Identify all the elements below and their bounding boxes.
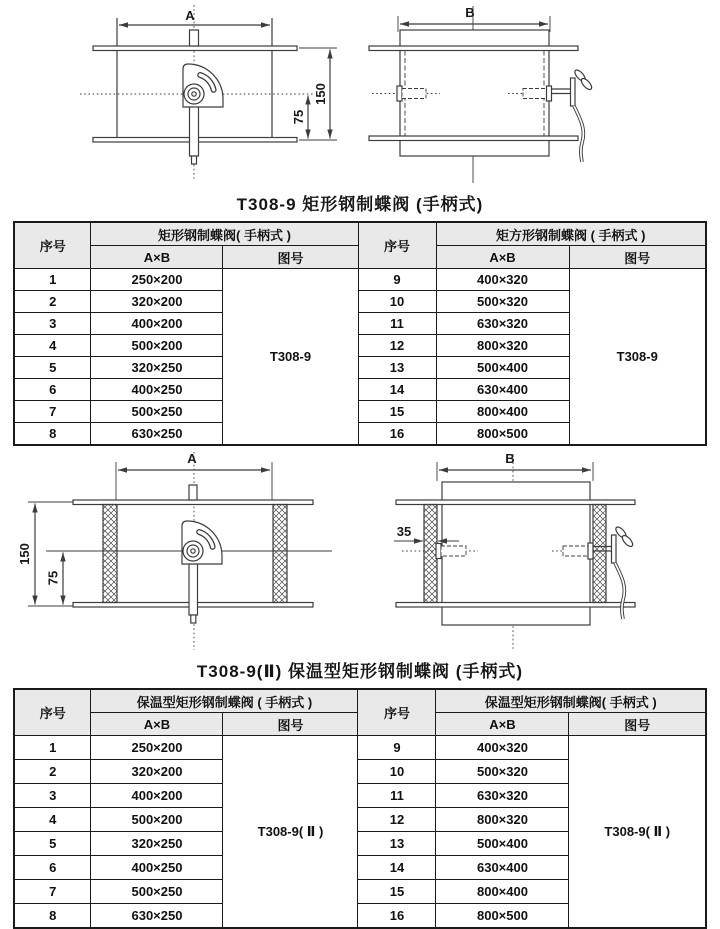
column-header-figure: 图号 xyxy=(569,713,706,736)
seq-cell: 9 xyxy=(358,736,436,760)
size-cell: 630×250 xyxy=(91,423,223,446)
dim-150-label: 150 xyxy=(17,543,32,565)
seq-cell: 4 xyxy=(14,335,91,357)
column-header-figure: 图号 xyxy=(569,246,706,269)
axle-right xyxy=(547,86,552,101)
size-cell: 320×250 xyxy=(91,357,223,379)
column-header-size: A×B xyxy=(91,713,223,736)
top-drawings-row xyxy=(0,3,720,188)
dim-b-label: B xyxy=(505,451,515,466)
figure-no-cell: T308-9 xyxy=(223,269,358,446)
flange-bottom xyxy=(396,603,635,608)
insulation-hatch-right xyxy=(273,505,287,603)
table-row xyxy=(14,736,706,760)
spec-table-1 xyxy=(13,221,707,446)
dim-35-label: 35 xyxy=(396,524,412,539)
column-header-seq: 序号 xyxy=(358,222,436,269)
size-cell: 500×320 xyxy=(436,291,569,313)
seq-cell: 12 xyxy=(358,808,436,832)
size-cell: 320×200 xyxy=(91,760,223,784)
seq-cell: 11 xyxy=(358,784,436,808)
valve-stem xyxy=(190,30,199,46)
insulation-hatch-left xyxy=(424,505,437,603)
size-cell: 500×200 xyxy=(91,335,223,357)
size-cell: 400×250 xyxy=(91,379,223,401)
seq-cell: 6 xyxy=(14,379,91,401)
flange-top xyxy=(93,46,297,51)
seq-cell: 13 xyxy=(358,357,436,379)
column-header-seq: 序号 xyxy=(14,222,91,269)
seq-cell: 12 xyxy=(358,335,436,357)
size-cell: 500×400 xyxy=(436,357,569,379)
seq-cell: 10 xyxy=(358,760,436,784)
size-cell: 400×200 xyxy=(91,313,223,335)
figure-no-cell: T308-9( Ⅱ ) xyxy=(223,736,358,929)
seq-cell: 11 xyxy=(358,313,436,335)
seq-cell: 14 xyxy=(358,856,436,880)
seq-cell: 15 xyxy=(358,880,436,904)
size-cell: 800×400 xyxy=(436,401,569,423)
dim-150-label: 150 xyxy=(313,83,328,105)
dim-75-label: 75 xyxy=(45,570,61,586)
middle-drawings-row xyxy=(0,450,720,655)
size-cell: 400×320 xyxy=(436,269,569,291)
seq-cell: 4 xyxy=(14,808,91,832)
header-row xyxy=(14,689,706,713)
valve-stem xyxy=(189,485,197,500)
size-cell: 400×200 xyxy=(91,784,223,808)
section1-title: T308-9 矩形钢制蝶阀 (手柄式) xyxy=(236,195,484,214)
wing-nut-icon xyxy=(614,525,634,548)
seq-cell: 15 xyxy=(358,401,436,423)
seq-cell: 1 xyxy=(14,269,91,291)
size-cell: 400×250 xyxy=(91,856,223,880)
seq-cell: 3 xyxy=(14,784,91,808)
dim-a-label: A xyxy=(187,451,197,466)
wing-nut-icon xyxy=(573,68,593,91)
valve-handle xyxy=(182,521,222,623)
size-cell: 500×400 xyxy=(436,832,569,856)
size-cell: 500×320 xyxy=(436,760,569,784)
seq-cell: 7 xyxy=(14,401,91,423)
size-cell: 320×250 xyxy=(91,832,223,856)
size-cell: 500×250 xyxy=(91,880,223,904)
seq-cell: 1 xyxy=(14,736,91,760)
column-header-size: A×B xyxy=(436,246,569,269)
seq-cell: 13 xyxy=(358,832,436,856)
seq-cell: 3 xyxy=(14,313,91,335)
size-cell: 630×400 xyxy=(436,856,569,880)
seq-cell: 6 xyxy=(14,856,91,880)
seq-cell: 2 xyxy=(14,291,91,313)
header-row xyxy=(14,222,706,246)
size-cell: 800×400 xyxy=(436,880,569,904)
seq-cell: 9 xyxy=(358,269,436,291)
seq-cell: 7 xyxy=(14,880,91,904)
seq-cell: 8 xyxy=(14,423,91,446)
handle-mechanism xyxy=(552,68,594,162)
insulation-hatch-right xyxy=(593,505,606,603)
seq-cell: 10 xyxy=(358,291,436,313)
size-cell: 630×320 xyxy=(436,784,569,808)
drawing-insulated-front-view xyxy=(0,450,360,655)
axle-left xyxy=(397,86,402,101)
size-cell: 800×500 xyxy=(436,904,569,929)
section2-title: T308-9(Ⅱ) 保温型矩形钢制蝶阀 (手柄式) xyxy=(196,662,524,681)
size-cell: 250×200 xyxy=(91,269,223,291)
seq-cell: 5 xyxy=(14,832,91,856)
group-header-left: 保温型矩形钢制蝶阀 ( 手柄式 ) xyxy=(91,689,358,713)
figure-no-cell: T308-9 xyxy=(569,269,706,446)
drawing-front-view xyxy=(0,3,360,188)
size-cell: 630×400 xyxy=(436,379,569,401)
group-header-right: 保温型矩形钢制蝶阀( 手柄式 ) xyxy=(436,689,706,713)
valve-handle xyxy=(183,64,223,164)
size-cell: 320×200 xyxy=(91,291,223,313)
flange-top xyxy=(73,500,313,505)
size-cell: 500×250 xyxy=(91,401,223,423)
seq-cell: 5 xyxy=(14,357,91,379)
dim-75-label: 75 xyxy=(291,109,306,125)
column-header-figure: 图号 xyxy=(223,246,358,269)
spec-table-2 xyxy=(13,688,707,929)
dim-b-label: B xyxy=(465,5,475,20)
column-header-size: A×B xyxy=(91,246,223,269)
column-header-size: A×B xyxy=(436,713,569,736)
seq-cell: 16 xyxy=(358,423,436,446)
flange-bottom xyxy=(369,136,578,141)
group-header-right: 矩方形钢制蝶阀 ( 手柄式 ) xyxy=(436,222,706,246)
axle-left xyxy=(436,544,441,559)
flange-top xyxy=(369,46,578,51)
size-cell: 630×250 xyxy=(91,904,223,929)
dim-a-label: A xyxy=(185,8,195,23)
column-header-seq: 序号 xyxy=(358,689,436,736)
seq-cell: 16 xyxy=(358,904,436,929)
size-cell: 800×320 xyxy=(436,335,569,357)
flange-top xyxy=(396,500,635,505)
seq-cell: 2 xyxy=(14,760,91,784)
size-cell: 400×320 xyxy=(436,736,569,760)
drawing-side-view xyxy=(360,3,720,188)
column-header-figure: 图号 xyxy=(223,713,358,736)
group-header-left: 矩形钢制蝶阀( 手柄式 ) xyxy=(91,222,358,246)
size-cell: 800×320 xyxy=(436,808,569,832)
seq-cell: 8 xyxy=(14,904,91,929)
table-row xyxy=(14,269,706,291)
drawing-insulated-side-view xyxy=(360,450,712,655)
size-cell: 250×200 xyxy=(91,736,223,760)
column-header-seq: 序号 xyxy=(14,689,91,736)
insulation-hatch-left xyxy=(103,505,117,603)
size-cell: 500×200 xyxy=(91,808,223,832)
seq-cell: 14 xyxy=(358,379,436,401)
axle-right xyxy=(588,543,593,559)
size-cell: 800×500 xyxy=(436,423,569,446)
figure-no-cell: T308-9( Ⅱ ) xyxy=(569,736,706,929)
size-cell: 630×320 xyxy=(436,313,569,335)
